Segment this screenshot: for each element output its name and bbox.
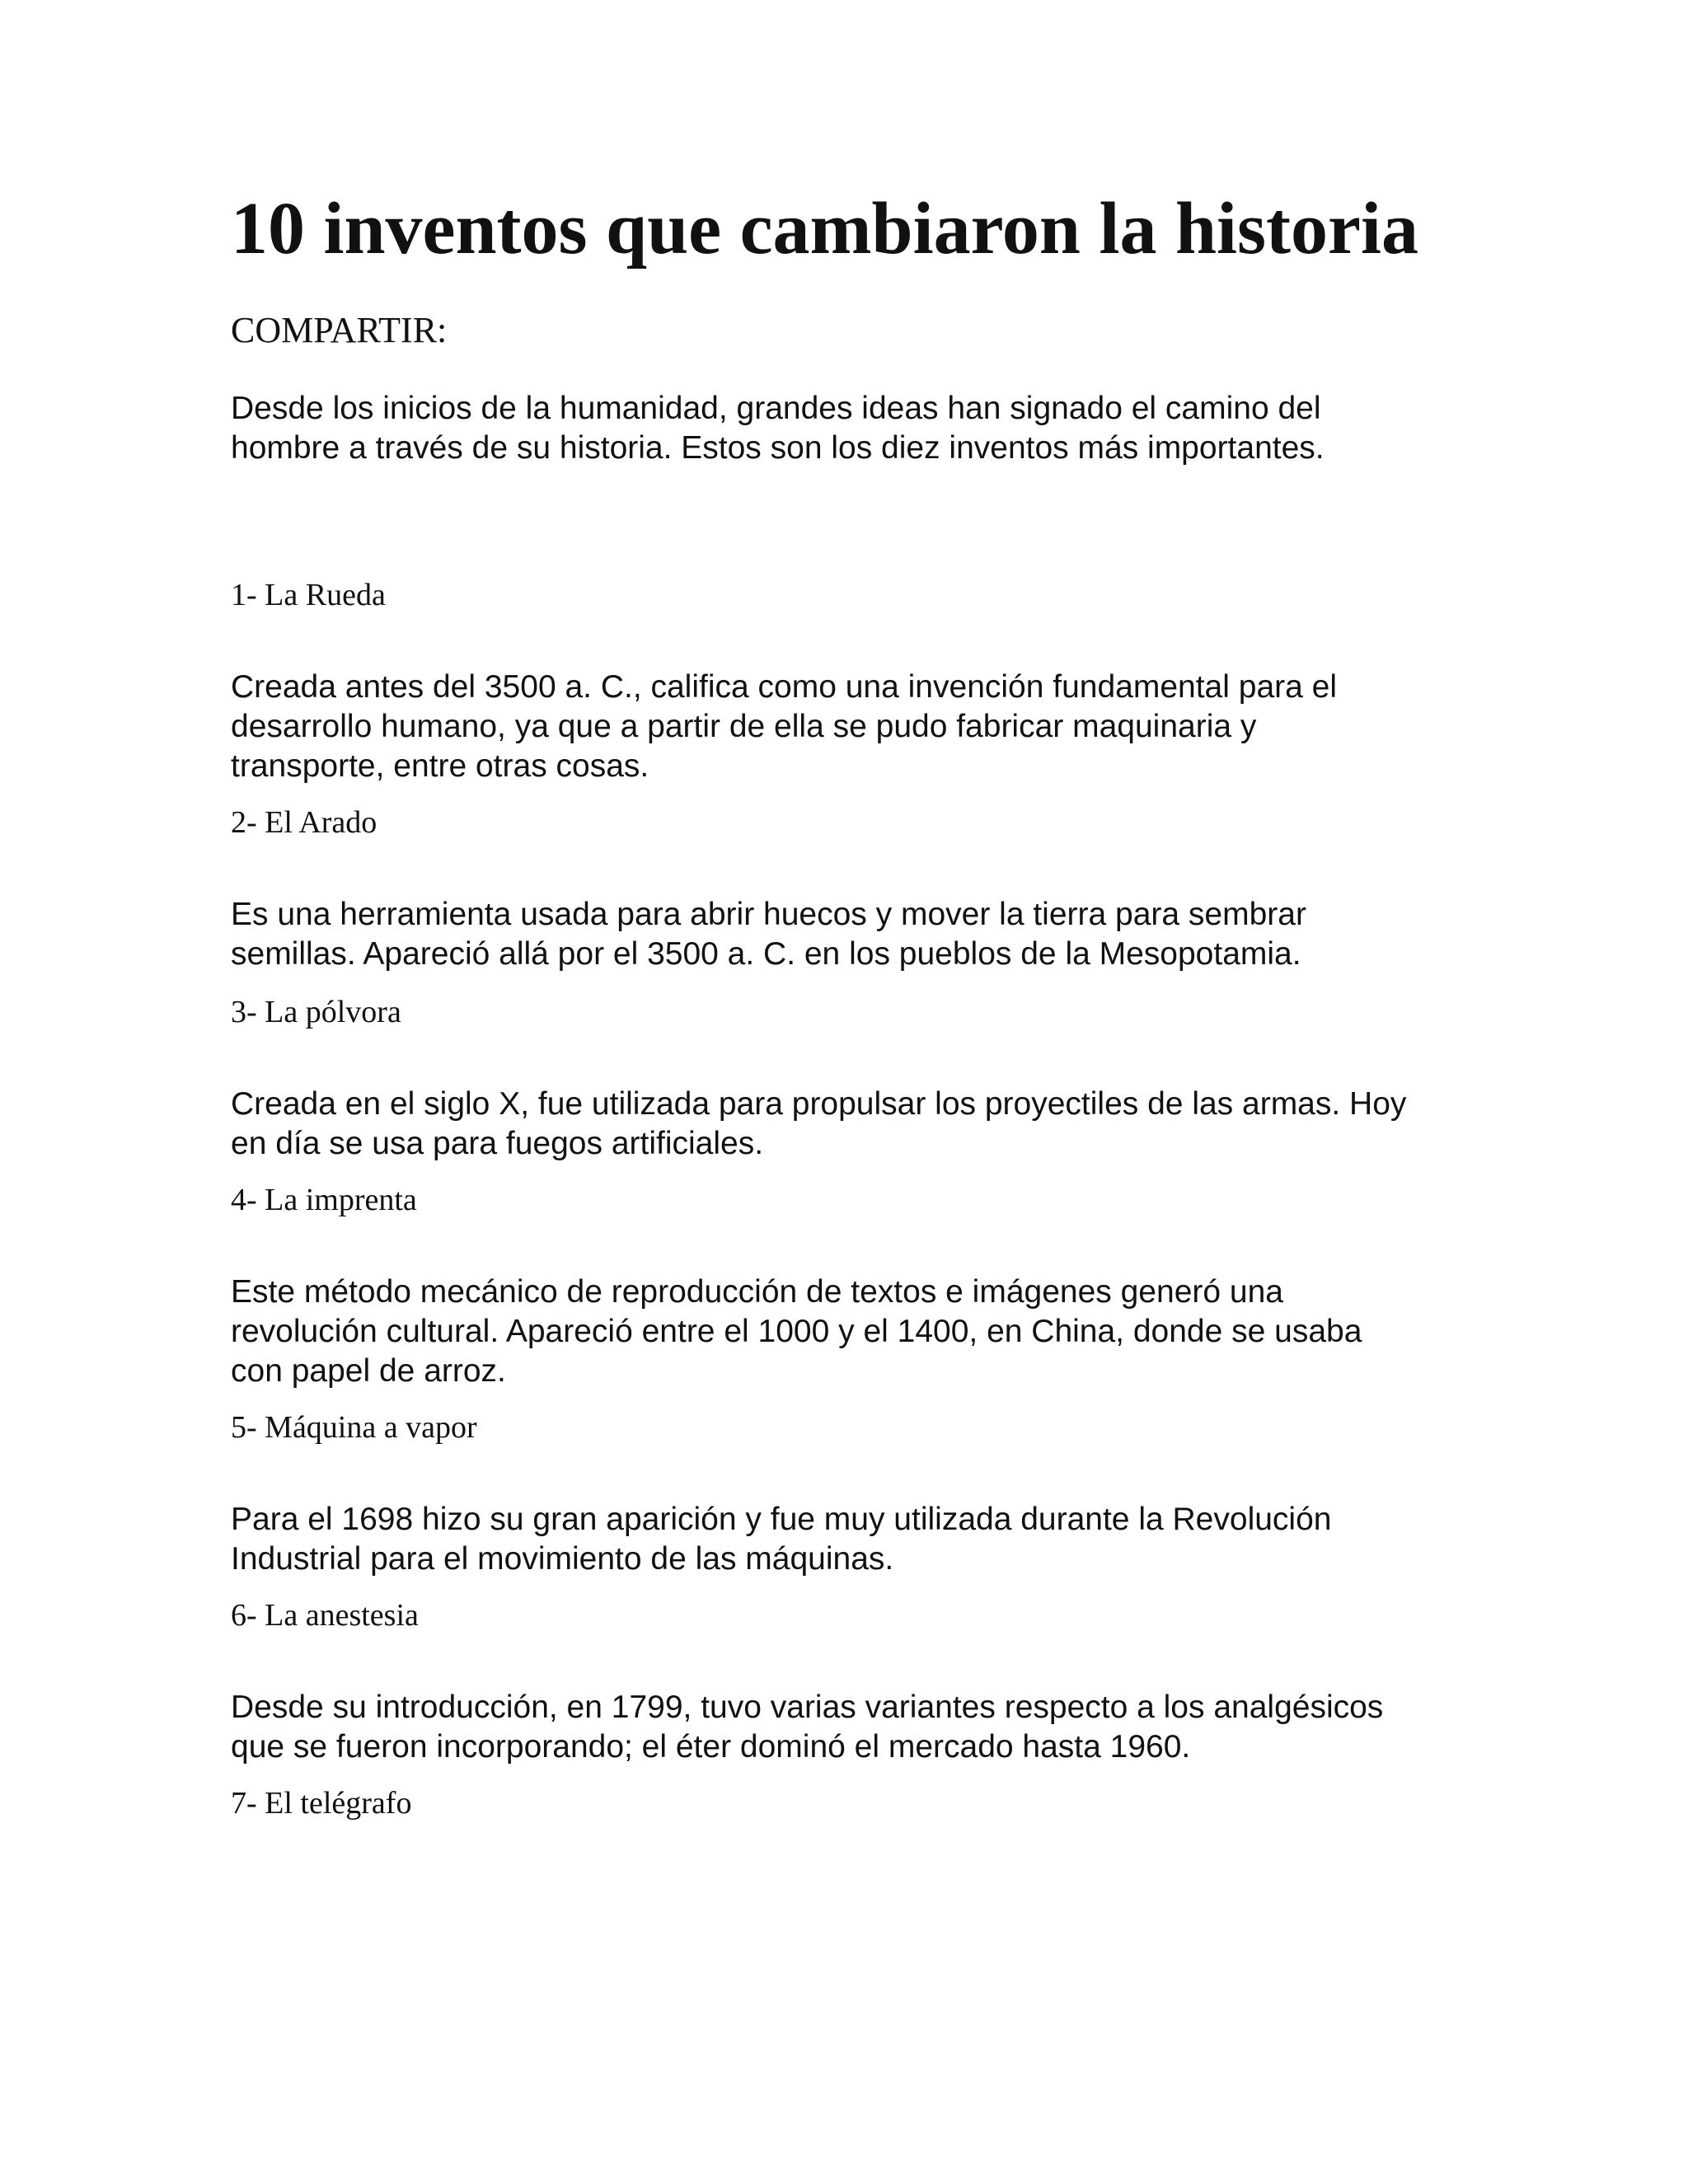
body-line: transporte, entre otras cosas.	[231, 748, 649, 784]
intro-line: Desde los inicios de la humanidad, grandes ideas han signado el camino del	[231, 391, 1321, 426]
body-line: revolución cultural. Apareció entre el 1000 y el 1400, en China, donde se usaba	[231, 1314, 1362, 1349]
body-line: Para el 1698 hizo su gran aparición y fue muy utilizada durante la Revolución	[231, 1502, 1332, 1537]
body-line: Creada antes del 3500 a. C., califica como una invención fundamental para el	[231, 669, 1337, 705]
section-heading: 4- La imprenta	[231, 1183, 417, 1217]
body-line: en día se usa para fuegos artificiales.	[231, 1126, 764, 1161]
body-line: desarrollo humano, ya que a partir de ella se pudo fabricar maquinaria y	[231, 709, 1257, 744]
section-body	[231, 668, 1451, 786]
page-title: 10 inventos que cambiaron la historia	[231, 188, 1418, 269]
section-body	[231, 1500, 1451, 1579]
invention-section-plow	[231, 804, 1451, 974]
body-line: con papel de arroz.	[231, 1353, 506, 1389]
intro-line: hombre a través de su historia. Estos son los diez inventos más importantes.	[231, 430, 1325, 466]
body-line: Creada en el siglo X, fue utilizada para propulsar los proyectiles de las armas. Hoy	[231, 1086, 1407, 1122]
invention-section-gunpowder	[231, 994, 1451, 1164]
invention-section-steam-engine	[231, 1409, 1451, 1579]
section-body	[231, 1272, 1451, 1391]
section-heading: 6- La anestesia	[231, 1598, 419, 1633]
section-heading: 2- El Arado	[231, 805, 377, 840]
section-heading: 1- La Rueda	[231, 578, 386, 612]
body-line: Este método mecánico de reproducción de textos e imágenes generó una	[231, 1274, 1283, 1310]
invention-section-printing-press	[231, 1182, 1451, 1391]
section-heading: 5- Máquina a vapor	[231, 1410, 477, 1445]
intro-paragraph	[231, 389, 1325, 468]
body-line: que se fueron incorporando; el éter dominó el mercado hasta 1960.	[231, 1729, 1191, 1765]
section-body	[231, 895, 1451, 974]
invention-section-telegraph	[231, 1785, 1451, 1821]
section-heading: 3- La pólvora	[231, 995, 401, 1029]
body-line: Desde su introducción, en 1799, tuvo varias variantes respecto a los analgésicos	[231, 1690, 1384, 1725]
section-body	[231, 1688, 1451, 1767]
body-line: semillas. Apareció allá por el 3500 a. C. en los pueblos de la Mesopotamia.	[231, 936, 1301, 972]
invention-section-anesthesia	[231, 1597, 1451, 1767]
section-body	[231, 1085, 1451, 1164]
section-heading: 7- El telégrafo	[231, 1786, 412, 1821]
body-line: Es una herramienta usada para abrir huecos y mover la tierra para sembrar	[231, 897, 1306, 932]
body-line: Industrial para el movimiento de las máquinas.	[231, 1541, 894, 1577]
share-label: COMPARTIR:	[231, 310, 448, 350]
invention-section-wheel	[231, 577, 1451, 786]
